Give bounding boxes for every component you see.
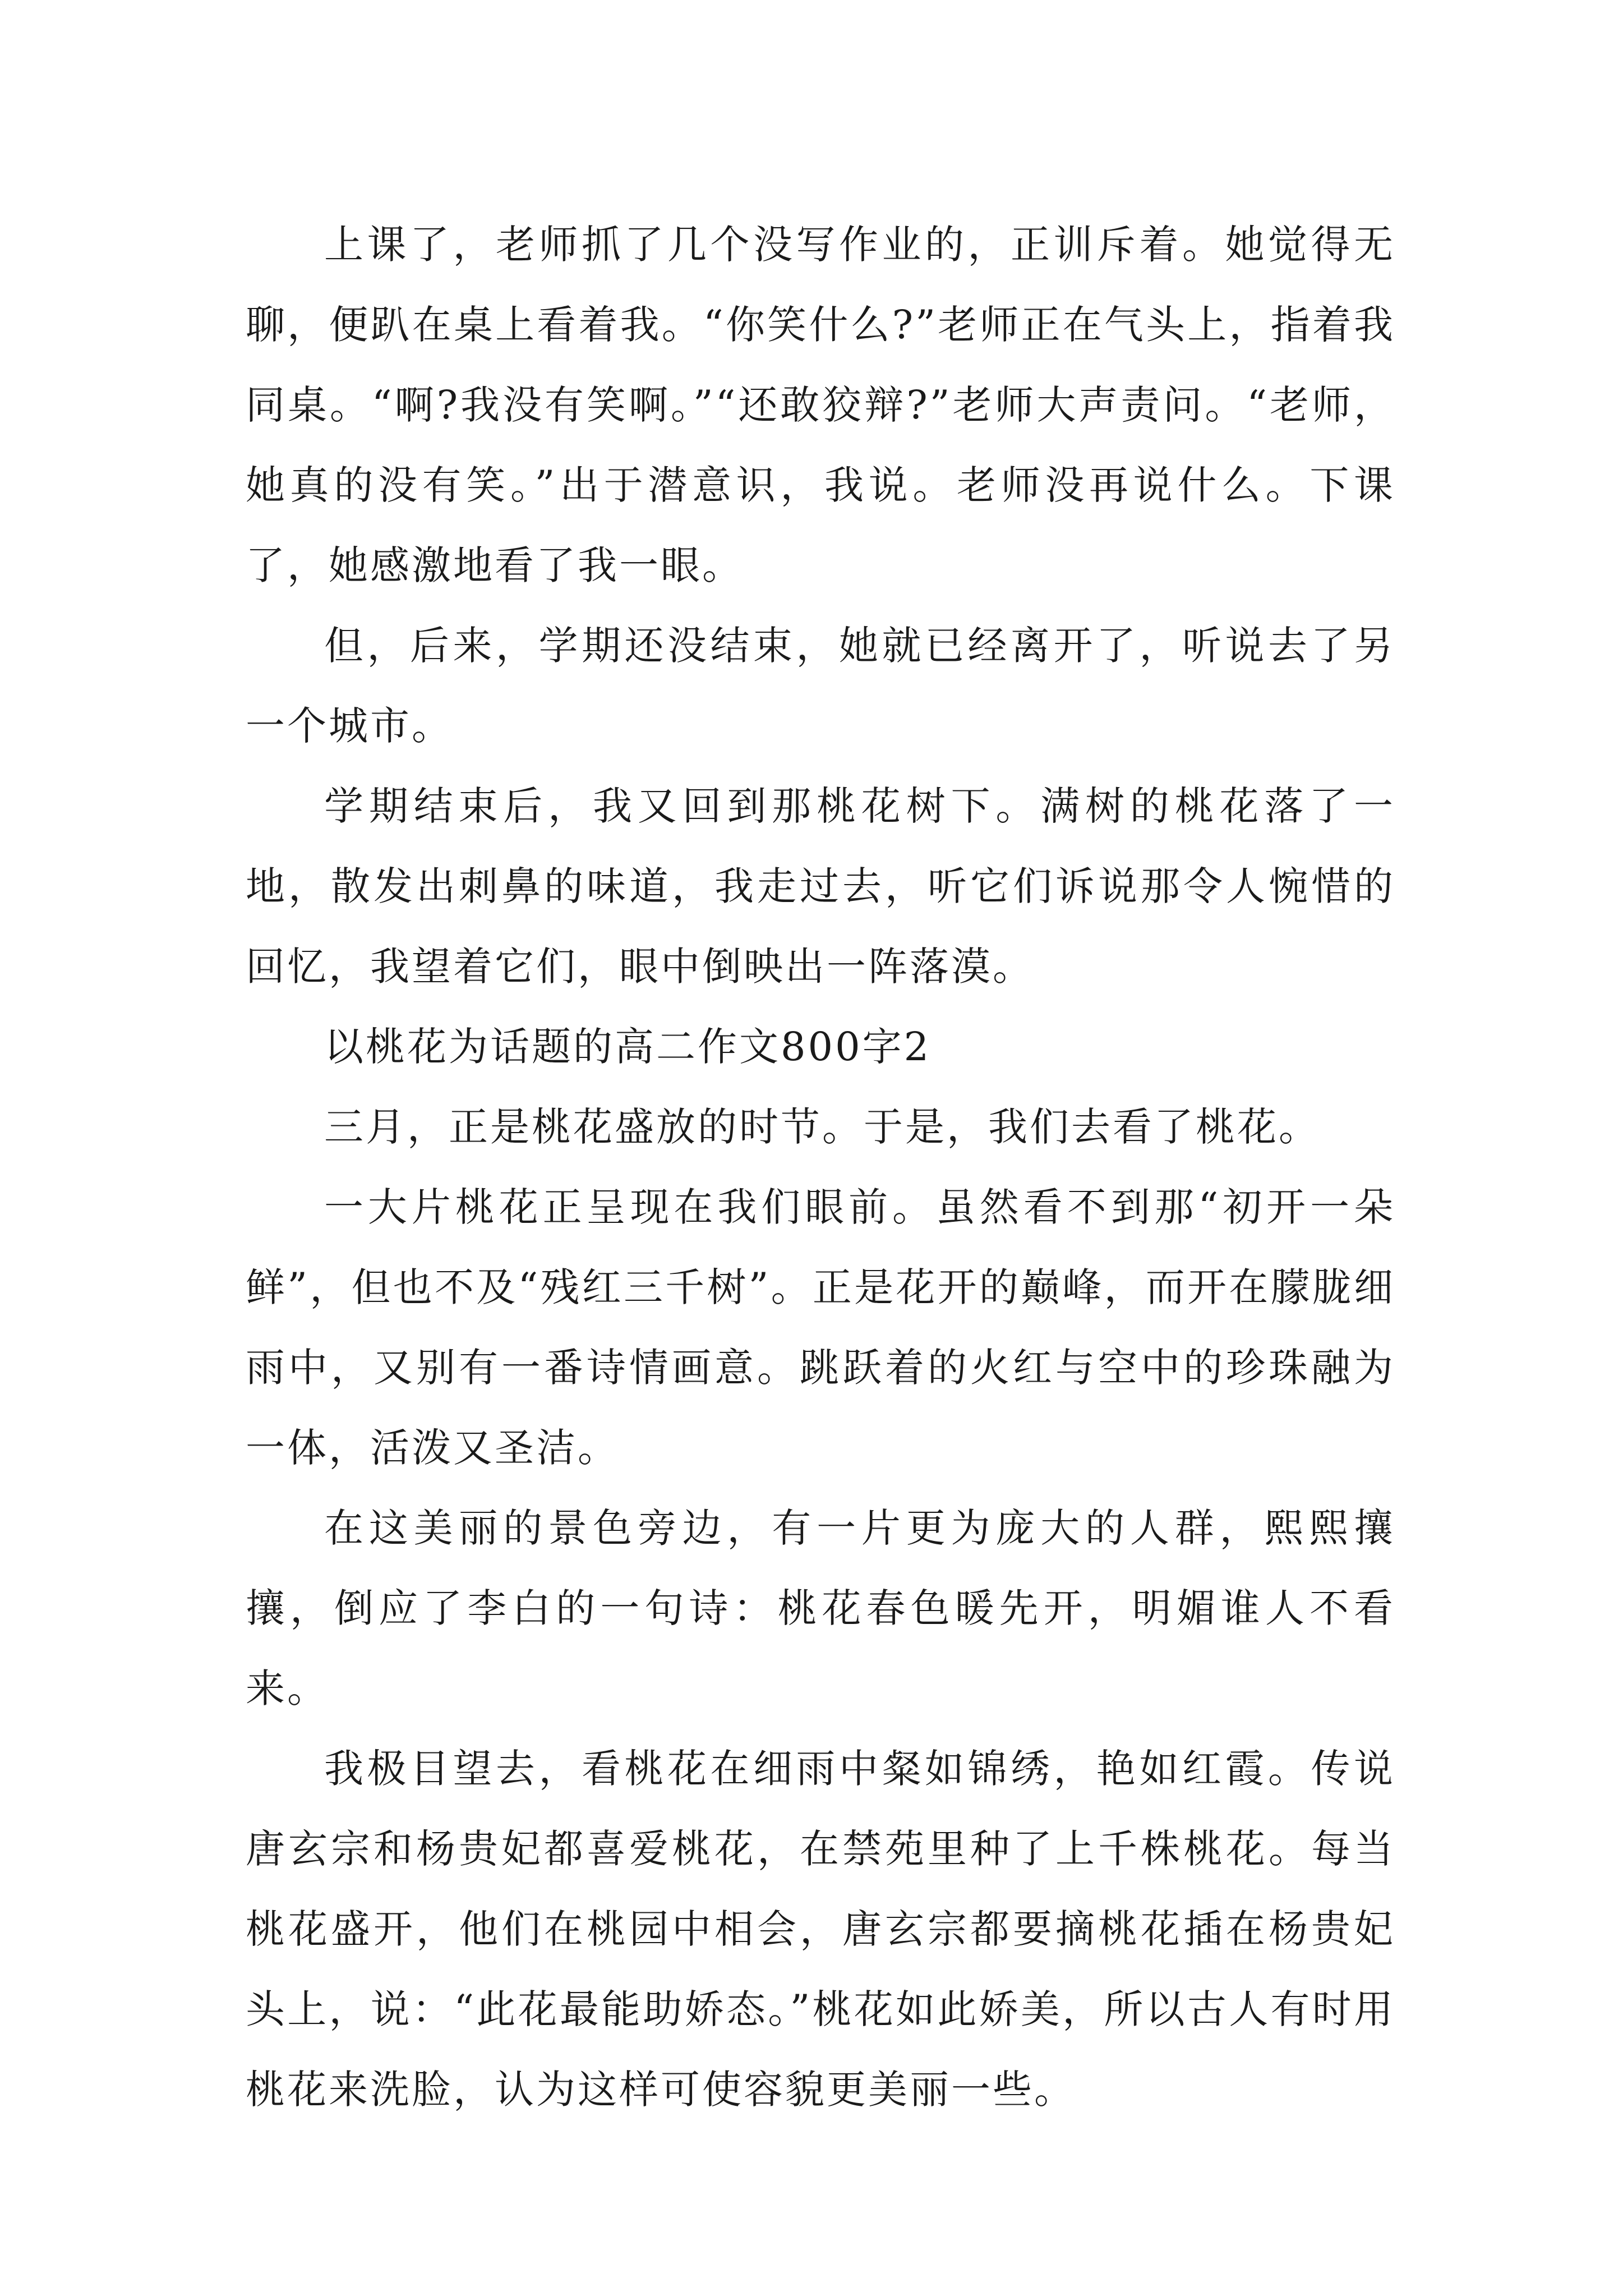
paragraph: 三月，正是桃花盛放的时节。于是，我们去看了桃花。 xyxy=(324,1104,1320,1150)
paragraph: 一大片桃花正呈现在我们眼前。虽然看不到那“初开一朵鲜”，但也不及“残红三千树”。正是花开的巅峰，而开在朦胧细雨中，又别有一番诗情画意。跳跃着的火红与空中的珍珠融为一体，活泼又圣洁。 xyxy=(246,1184,1395,1471)
paragraph: 在这美丽的景色旁边，有一片更为庞大的人群，熙熙攘攘，倒应了李白的一句诗：桃花春色暖先开，明媚谁人不看来。 xyxy=(246,1505,1395,1711)
paragraph: 上课了，老师抓了几个没写作业的，正训斥着。她觉得无聊，便趴在桌上看着我。“你笑什么?”老师正在气头上，指着我同桌。“啊?我没有笑啊。”“还敢狡辩?”老师大声责问。“老师，她真的没有笑。”出于潜意识，我说。老师没再说什么。下课了，她感激地看了我一眼。 xyxy=(246,222,1395,588)
paragraph: 学期结束后，我又回到那桃花树下。满树的桃花落了一地，散发出刺鼻的味道，我走过去，听它们诉说那令人惋惜的回忆，我望着它们，眼中倒映出一阵落漠。 xyxy=(246,783,1395,990)
paragraph: 但，后来，学期还没结束，她就已经离开了，听说去了另一个城市。 xyxy=(246,623,1395,749)
section-heading: 以桃花为话题的高二作文800字2 xyxy=(324,1024,932,1070)
document-body xyxy=(246,205,1395,2130)
paragraph: 我极目望去，看桃花在细雨中粲如锦绣，艳如红霞。传说唐玄宗和杨贵妃都喜爱桃花，在禁苑里种了上千株桃花。每当桃花盛开，他们在桃园中相会，唐玄宗都要摘桃花插在杨贵妃头上，说：“此花最能助娇态。”桃花如此娇美，所以古人有时用桃花来洗脸，认为这样可使容貌更美丽一些。 xyxy=(246,1746,1395,2113)
